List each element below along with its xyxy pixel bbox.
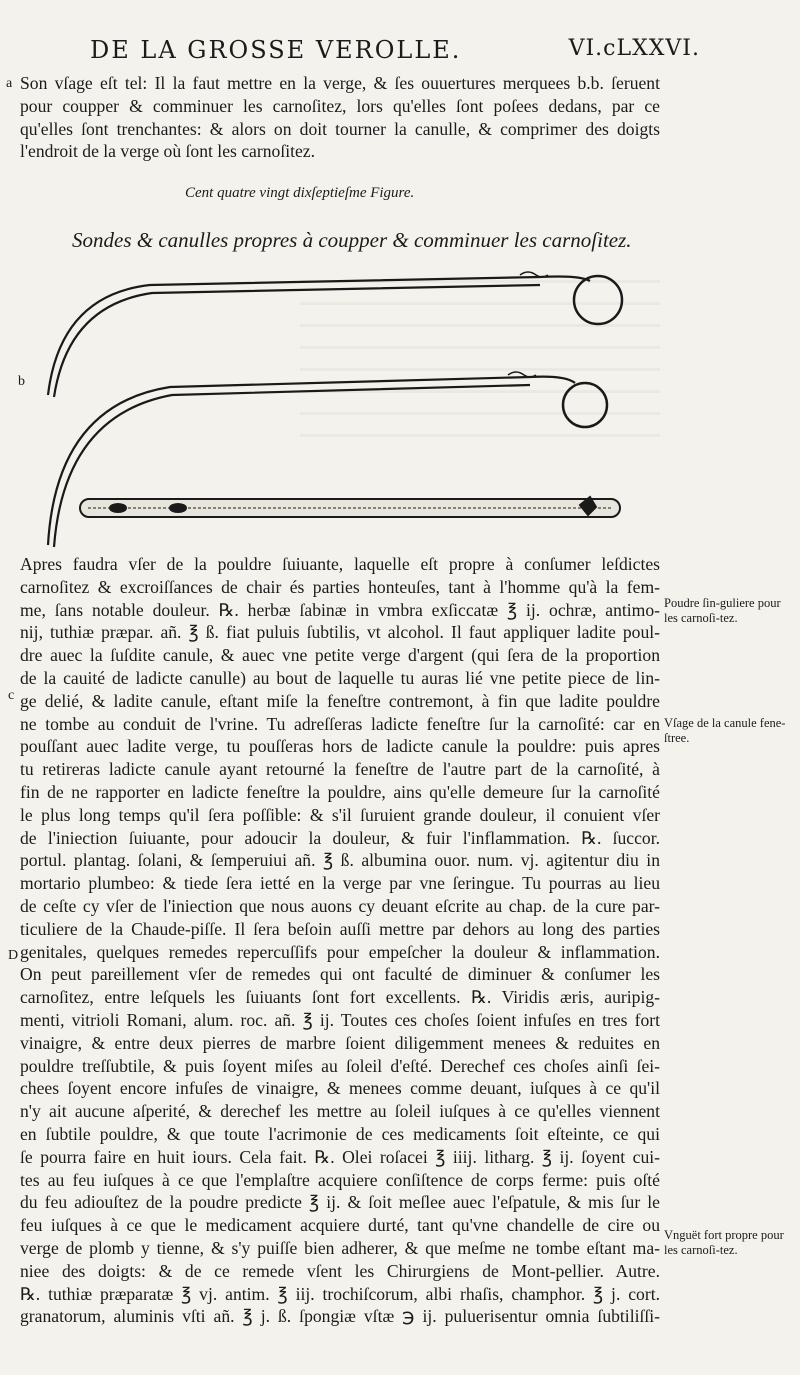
text-line: fin de ne rapporter en ladicte feneſtre la pouldre, ains qu'elle demeure ſur la carnoſité [20,781,660,802]
text-line: portul. plantag. ſolani, & ſemperuiui añ. ℥ ß. albumina ouor. num. vj. agitentur diu in [20,850,660,871]
paragraph-remedies [20,553,660,1328]
text-line: ticuliere de la Chaude-piſſe. Il ſera beſoin auſſi mettre par dehors au long des parties [20,918,660,939]
text-line: ℞. tuthiæ præparatæ ℥ vj. antim. ℥ iij. trochiſcorum, albi rhaſis, champhor. ℥ j. cort. [20,1283,660,1304]
text-line: ne tombe au conduit de l'vrine. Tu adreſſeras ladicte feneſtre ſur la carnoſité: car en [20,713,660,734]
text-line: du feu adiouſtez de la poudre predicte ℥ ij. & ſoit meſlee auec l'eſpatule, & mis ſur le [20,1192,660,1213]
text-line: menti, vitrioli Romani, alum. roc. añ. ℥ ij. Toutes ces choſes ſoient infuſes en tres fort [20,1009,660,1030]
text-line: niee des doigts: & de ce remede vſent les Chirurgiens de Mont-pellier. Autre. [20,1260,660,1281]
text-line: carnoſitez & excroiſſances de chair és parties honteuſes, tant à l'homme qu'à la fem- [20,576,660,597]
canula-engraving [80,497,620,517]
text-line: dre auec la ſuſdite canule, & auec vne petite verge d'argent (qui ſera de la proportion [20,645,660,666]
margin-marker-c: c [8,688,15,703]
figure-title: Sondes & canulles propres à coupper & comminuer les carnoſitez. [72,228,632,252]
margin-marker-b: b [18,374,25,389]
text-line: feu iuſques à ce que le medicament acquiere durté, tant qu'vne chandelle de cire ou [20,1215,660,1236]
text-line: vinaigre, & entre deux pierres de marbre ſoient diligemment menees & reduites en [20,1032,660,1053]
sonde-top-engraving [48,272,622,397]
text-line: chees ſoyent encore infuſes de vinaigre, & menees comme deuant, iuſques à ce qu'il [20,1078,660,1099]
text-line: nij, tuthiæ præpar. añ. ℥ ß. fiat puluis ſubtilis, vt alcohol. Il faut appliquer ladite poul- [20,622,660,643]
margin-marker-d: D [8,948,19,963]
text-line: de l'iniection ſuiuante, pour adoucir la douleur, & fuir l'inflammation. ℞. ſuccor. [20,827,660,848]
running-title: DE LA GROSSE VEROLLE. [90,36,462,64]
text-line: pour coupper & comminuer les carnoſitez, lors qu'elles ſont poſees dedans, par ce [20,95,660,116]
text-line: de la cauité de ladicte canulle) au bout de laquelle tu auras lié vne petite piece de lin- [20,667,660,688]
page-header [90,36,700,64]
text-line: tes au feu iuſques à ce que l'emplaſtre acquiere conſiſtence de corps ferme: puis oſté [20,1169,660,1190]
text-line: ge delié, & ladite canule, eſtant miſe la feneſtre contremont, à fin que ladite pouldre [20,690,660,711]
text-line: Son vſage eſt tel: Il la faut mettre en la verge, & ſes ouuertures merquees b.b. ſeruent [20,73,660,93]
text-line: Apres faudra vſer de la pouldre ſuiuante, laquelle eſt propre à conſumer leſdictes [20,554,660,574]
text-line: pouſſant auec ladite verge, tu pouſſeras hors de ladicte canule la pouldre: puis apres [20,736,660,757]
text-line: l'endroit de la verge où ſont les carnoſitez. [20,141,315,162]
text-line: mortario plumbeo: & tiede ſera ietté en la verge par vne ſeringue. Tu pourras au lieu [20,873,660,894]
folio-number: VI.cLXXVI. [568,36,700,61]
text-line: carnoſitez, entre leſquels les ſuiuants ſont fort excellents. ℞. Viridis æris, auripig- [20,987,660,1008]
text-line: de ceſte cy vſer de l'iniection que nous auons cy deuant eſcrite au chap. de la cure par- [20,895,660,916]
text-line: pouldre treſſubtile, & puis ſoyent miſes au ſoleil d'eſté. Derechef ces choſes ainſi ſei- [20,1055,660,1076]
text-line: qu'elles ſont trenchantes: & alors on doit tourner la canulle, & comprimer des doigts [20,118,660,139]
margin-note-vsage: Vſage de la canule fene-ſtree. [664,716,786,745]
instruments-illustration [20,255,640,555]
text-line: ſe pourra faire en huit iours. Cela fait. ℞. Olei roſacei ℥ iiij. litharg. ℥ ij. ſoyent cui- [20,1146,660,1167]
figure-caption: Cent quatre vingt dixſeptieſme Figure. [185,185,415,201]
text-line: genitales, quelques remedes repercuſſifs pour empeſcher la douleur & inflammation. [20,941,660,962]
sonde-middle-engraving [48,372,607,547]
paragraph-usage [20,72,660,163]
text-line: en ſubtile pouldre, & que toute l'acrimonie de ces medicaments ſoit eſteinte, ce qui [20,1123,660,1144]
text-line: me, ſans notable douleur. ℞. herbæ ſabinæ in vmbra exſiccatæ ℥ ij. ochræ, antimo- [20,599,660,620]
text-line: verge de plomb y tienne, & s'y puiſſe bien adherer, & que meſme ne tombe eſtant ma- [20,1237,660,1258]
text-line: le plus long temps qu'il ſera poſſible: & s'il ſuruient grande douleur, il conuient vſer [20,804,660,825]
margin-marker-a: a [6,76,13,91]
text-line: granatorum, aluminis vſti añ. ℥ j. ß. ſpongiæ vſtæ ℈ ij. puluerisentur omnia ſubtiliſſi- [20,1306,660,1327]
margin-note-vnguent: Vnguët fort propre pour les carnoſi-tez. [664,1228,784,1257]
text-line: tu retireras ladicte canule ayant retourné la feneſtre de l'autre part de la carnoſité, à [20,759,660,780]
text-line: n'y ait aucune aſperité, & derechef les mettre au ſoleil iuſques à ce qu'elles viennent [20,1101,660,1122]
margin-note-poudre: Poudre ſin-guliere pour les carnoſi-tez. [664,596,781,625]
text-line: On peut pareillement vſer de remedes qui ont faculté de diminuer & conſumer les [20,964,660,985]
